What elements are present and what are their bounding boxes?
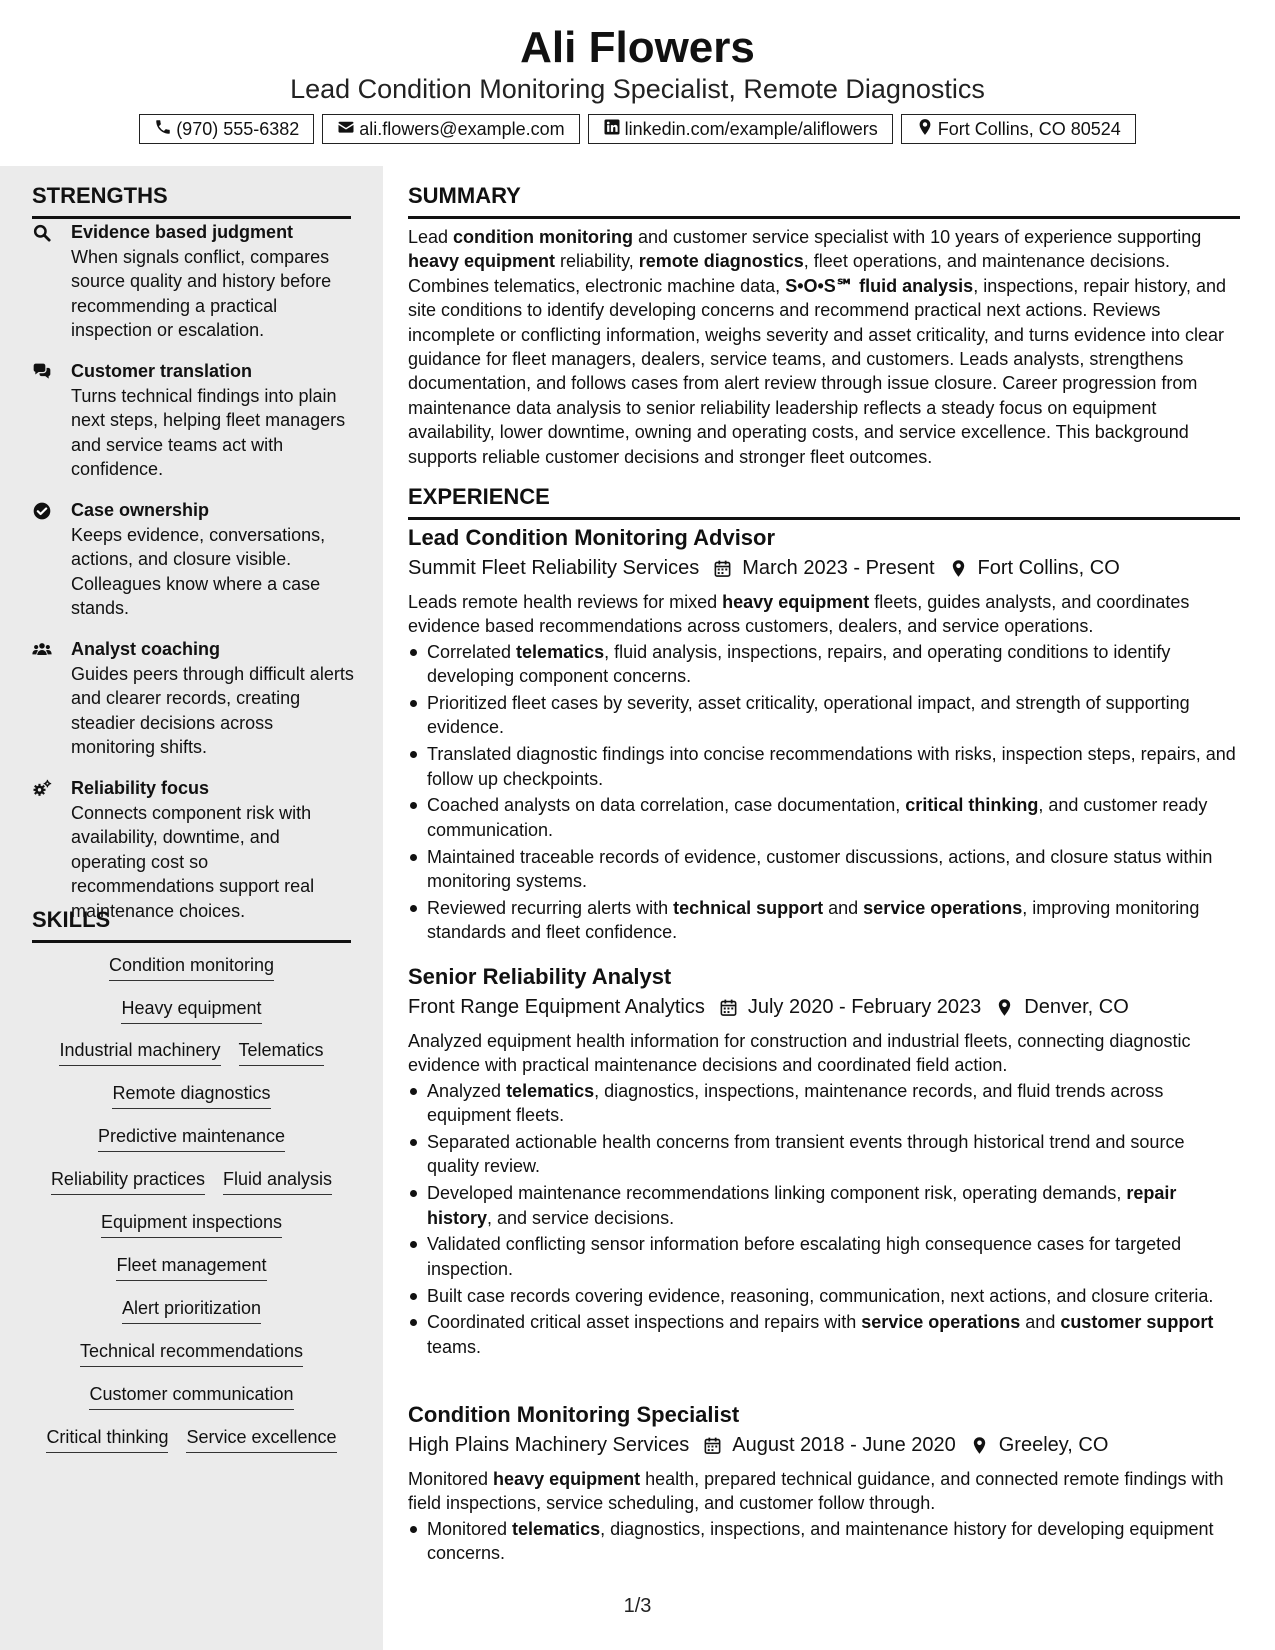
text-run: , and customer ready communication.: [427, 795, 1208, 840]
job-company: Front Range Equipment Analytics: [408, 996, 705, 1018]
bullet-item: [408, 640, 1240, 689]
strength-description: Keeps evidence, conversations, actions, and closure visible. Colleagues know where a case stands.: [71, 525, 326, 619]
contact-phone-text: (970) 555-6382: [176, 118, 300, 139]
skill-row: [32, 1211, 351, 1238]
text-run: reliability,: [555, 251, 639, 272]
experience-section: [408, 483, 1240, 520]
job-title: Senior Reliability Analyst: [408, 964, 672, 989]
envelope-icon: [337, 118, 355, 141]
bullet-item: [408, 896, 1240, 945]
job-bullets: [408, 1517, 1240, 1566]
page-number: 1/3: [623, 1595, 652, 1617]
job-dates: March 2023 - Present: [742, 557, 935, 579]
text-run: , improving monitoring standards and fleet confidence.: [427, 897, 1200, 943]
job-company: Summit Fleet Reliability Services: [408, 557, 700, 579]
text-run: Developed maintenance recommendations linking component risk, operating demands,: [427, 1183, 1127, 1204]
strength-title: Analyst coaching: [71, 639, 221, 659]
text-run: Translated diagnostic findings into concise recommendations with risks, inspection steps, repairs, and follow up checkpoints.: [427, 744, 1236, 789]
text-run: Analyzed: [427, 1080, 507, 1101]
text-run: , fleet operations, and maintenance decisions. Combines telematics, electronic machine data,: [408, 251, 1171, 296]
skill-tag: Reliability practices: [51, 1168, 205, 1195]
text-run: Separated actionable health concerns from transient events through historical trend and source quality review.: [427, 1132, 1185, 1177]
job-title: Lead Condition Monitoring Advisor: [408, 525, 776, 550]
linkedin-icon: [603, 118, 621, 141]
gears-icon: [32, 779, 52, 799]
skill-tag: Fluid analysis: [223, 1168, 332, 1195]
summary-title: SUMMARY: [408, 183, 521, 208]
job-company: High Plains Machinery Services: [408, 1434, 690, 1456]
skill-tag: Technical recommendations: [80, 1340, 303, 1367]
text-run: , diagnostics, inspections, maintenance records, and fluid trends across equipment fleets.: [427, 1080, 1164, 1126]
bullet-item: [408, 1310, 1240, 1359]
skill-row: [32, 997, 351, 1024]
job-dates: July 2020 - February 2023: [747, 996, 982, 1018]
text-run: Analyzed equipment health information for construction and industrial fleets, connecting diagnostic evidence with practical maintenance decisions and coordinated field action.: [408, 1031, 1191, 1076]
calendar-icon: [719, 998, 738, 1017]
skill-row: [32, 1383, 351, 1410]
skill-row: [32, 1039, 351, 1066]
search-icon: [32, 223, 52, 243]
job-entry: [408, 963, 1240, 1362]
skill-row: [32, 1426, 351, 1453]
bullet-item: [408, 1079, 1240, 1128]
strength-description: Connects component risk with availability, downtime, and operating cost so recommendations support real maintenance choices.: [71, 803, 315, 921]
bullet-item: [408, 845, 1240, 894]
skill-tag: Industrial machinery: [59, 1039, 220, 1066]
bold-keyword: condition monitoring: [453, 227, 634, 247]
strengths-section-header: [32, 182, 351, 219]
bold-keyword: heavy equipment: [722, 592, 870, 612]
bold-keyword: critical thinking: [905, 795, 1039, 816]
users-icon: [32, 640, 52, 660]
contact-location-text: Fort Collins, CO 80524: [937, 118, 1121, 139]
job-meta: [408, 994, 1240, 1020]
bold-keyword: telematics: [516, 641, 605, 662]
text-run: , and service decisions.: [487, 1207, 675, 1228]
strength-description: When signals conflict, compares source quality and history before recommending a practical inspection or escalation.: [71, 247, 332, 341]
bold-keyword: technical support: [673, 897, 824, 918]
bold-keyword: customer support: [1060, 1312, 1214, 1333]
text-run: Correlated: [427, 641, 517, 662]
text-run: Maintained traceable records of evidence, customer discussions, actions, and closure status within monitoring systems.: [427, 846, 1213, 892]
skill-tag: Service excellence: [186, 1426, 336, 1453]
map-pin-icon: [916, 118, 934, 141]
skill-row: [32, 1082, 351, 1109]
job-entry: [408, 1401, 1240, 1568]
bullet-item: [408, 691, 1240, 740]
strength-title: Case ownership: [71, 500, 210, 520]
bold-keyword: heavy equipment: [493, 1469, 641, 1489]
strength-title: Customer translation: [71, 361, 253, 381]
text-run: Reviewed recurring alerts with: [427, 897, 674, 918]
skill-tag: Alert prioritization: [122, 1297, 261, 1324]
bold-keyword: S•O•S℠ fluid analysis: [785, 275, 974, 296]
text-run: Monitored: [427, 1518, 513, 1539]
skill-tag: Condition monitoring: [109, 954, 274, 981]
bold-keyword: remote diagnostics: [638, 251, 804, 272]
skill-tag: Equipment inspections: [101, 1211, 282, 1238]
contact-bar: [0, 114, 1275, 144]
skill-row: [32, 1340, 351, 1367]
bullet-item: [408, 1232, 1240, 1281]
skill-tag: Fleet management: [116, 1254, 266, 1281]
job-meta: [408, 555, 1240, 581]
text-run: teams.: [427, 1336, 482, 1357]
candidate-headline: Lead Condition Monitoring Specialist, Remote Diagnostics: [290, 74, 985, 104]
strength-description: Guides peers through difficult alerts and clearer records, creating steadier decisions across monitoring shifts.: [71, 664, 354, 758]
bullet-item: [408, 1130, 1240, 1179]
skill-row: [32, 1125, 351, 1152]
job-location: Greeley, CO: [998, 1434, 1109, 1456]
strength-title: Evidence based judgment: [71, 222, 294, 242]
job-summary: [408, 590, 1240, 639]
text-run: Built case records covering evidence, reasoning, communication, next actions, and closure criteria.: [427, 1285, 1214, 1306]
experience-rule: [408, 517, 1240, 520]
skill-tag: Customer communication: [89, 1383, 293, 1410]
job-title: Condition Monitoring Specialist: [408, 1402, 740, 1427]
skill-tag: Critical thinking: [46, 1426, 168, 1453]
strength-description: Turns technical findings into plain next steps, helping fleet managers and service teams act with confidence.: [71, 386, 346, 480]
summary-text: [408, 225, 1240, 469]
job-bullets: [408, 1079, 1240, 1359]
bold-keyword: service operations: [861, 1312, 1021, 1333]
bold-keyword: telematics: [506, 1080, 595, 1101]
resume-header: [0, 0, 1275, 166]
bold-keyword: telematics: [512, 1518, 601, 1539]
text-run: Prioritized fleet cases by severity, asset criticality, operational impact, and strength of supporting evidence.: [427, 693, 1190, 738]
contact-email[interactable]: [322, 114, 579, 144]
skills-rule: [32, 940, 351, 943]
strength-title: Reliability focus: [71, 778, 210, 798]
chat-bubbles-icon: [32, 362, 52, 382]
skill-row: [32, 1297, 351, 1324]
skill-tag: Telematics: [239, 1039, 324, 1066]
skills-section-header: [32, 906, 351, 943]
job-dates: August 2018 - June 2020: [732, 1434, 956, 1456]
candidate-name: Ali Flowers: [520, 23, 755, 72]
job-bullets: [408, 640, 1240, 945]
job-location: Fort Collins, CO: [977, 557, 1120, 579]
skill-tag: Heavy equipment: [121, 997, 261, 1024]
skill-row: [32, 954, 351, 981]
bold-keyword: repair history: [427, 1183, 1177, 1228]
contact-location[interactable]: [901, 114, 1136, 144]
bullet-item: [408, 1284, 1240, 1308]
map-pin-icon: [970, 1436, 989, 1455]
map-pin-icon: [995, 998, 1014, 1017]
text-run: Monitored: [408, 1469, 494, 1489]
bullet-item: [408, 1517, 1240, 1566]
text-run: health, prepared technical guidance, and connected remote findings with field inspections, service scheduling, and customer follow through.: [408, 1469, 1224, 1514]
calendar-icon: [703, 1436, 722, 1455]
text-run: Coordinated critical asset inspections and repairs with: [427, 1312, 862, 1333]
bullet-item: [408, 1181, 1240, 1230]
text-run: , diagnostics, inspections, and maintenance history for developing equipment concerns.: [427, 1518, 1214, 1564]
contact-linkedin[interactable]: [588, 114, 893, 144]
text-run: and: [1020, 1312, 1061, 1333]
text-run: , fluid analysis, inspections, repairs, and operating conditions to identify developing component concerns.: [427, 641, 1171, 687]
text-run: Leads remote health reviews for mixed: [408, 592, 723, 612]
strengths-rule: [32, 216, 351, 219]
text-run: and customer service specialist with 10 years of experience supporting: [633, 227, 1202, 247]
job-entry: [408, 524, 1240, 947]
contact-phone[interactable]: [139, 114, 314, 144]
text-run: , inspections, repair history, and site conditions to identify developing concerns and recommend practical next actions. Reviews incomplete or conflicting information, weighs severity and asset criticality, and turns evidence into clear guidance for fleet managers, dealers, service teams, and customers. Leads analysts, strengthens documentation, and follows cases from alert review through issue closure. Career progression from maintenance data analysis to senior reliability leadership reflects a steady focus on equipment availability, lower downtime, owning and operating costs, and service excellence. This background supports reliable customer decisions and stronger fleet outcomes.: [408, 275, 1226, 467]
contact-email-text: ali.flowers@example.com: [359, 118, 565, 139]
sidebar: [0, 166, 383, 1650]
bold-keyword: service operations: [863, 897, 1023, 918]
phone-icon: [154, 118, 172, 141]
bullet-item: [408, 793, 1240, 842]
text-run: Validated conflicting sensor information before escalating high consequence cases for targeted inspection.: [427, 1234, 1182, 1279]
summary-rule: [408, 216, 1240, 219]
contact-linkedin-text: linkedin.com/example/aliflowers: [624, 118, 878, 139]
skills-title: SKILLS: [32, 907, 111, 932]
job-location: Denver, CO: [1024, 996, 1129, 1018]
map-pin-icon: [949, 559, 968, 578]
skill-tag: Remote diagnostics: [112, 1082, 270, 1109]
skill-row: [32, 1254, 351, 1281]
job-meta: [408, 1432, 1240, 1458]
bold-keyword: heavy equipment: [408, 251, 556, 272]
bullet-item: [408, 742, 1240, 791]
job-summary: [408, 1029, 1240, 1078]
text-run: Lead: [408, 227, 454, 247]
experience-title: EXPERIENCE: [408, 484, 550, 509]
skill-row: [32, 1168, 351, 1195]
text-run: Coached analysts on data correlation, case documentation,: [427, 795, 906, 816]
job-summary: [408, 1467, 1240, 1516]
summary-section: [408, 182, 1240, 469]
text-run: fleets, guides analysts, and coordinates evidence based recommendations across customers, dealers, and service operations.: [408, 592, 1190, 637]
calendar-icon: [713, 559, 732, 578]
text-run: and: [823, 897, 864, 918]
check-circle-icon: [32, 501, 52, 521]
strengths-title: STRENGTHS: [32, 183, 168, 208]
skill-tag: Predictive maintenance: [98, 1125, 285, 1152]
